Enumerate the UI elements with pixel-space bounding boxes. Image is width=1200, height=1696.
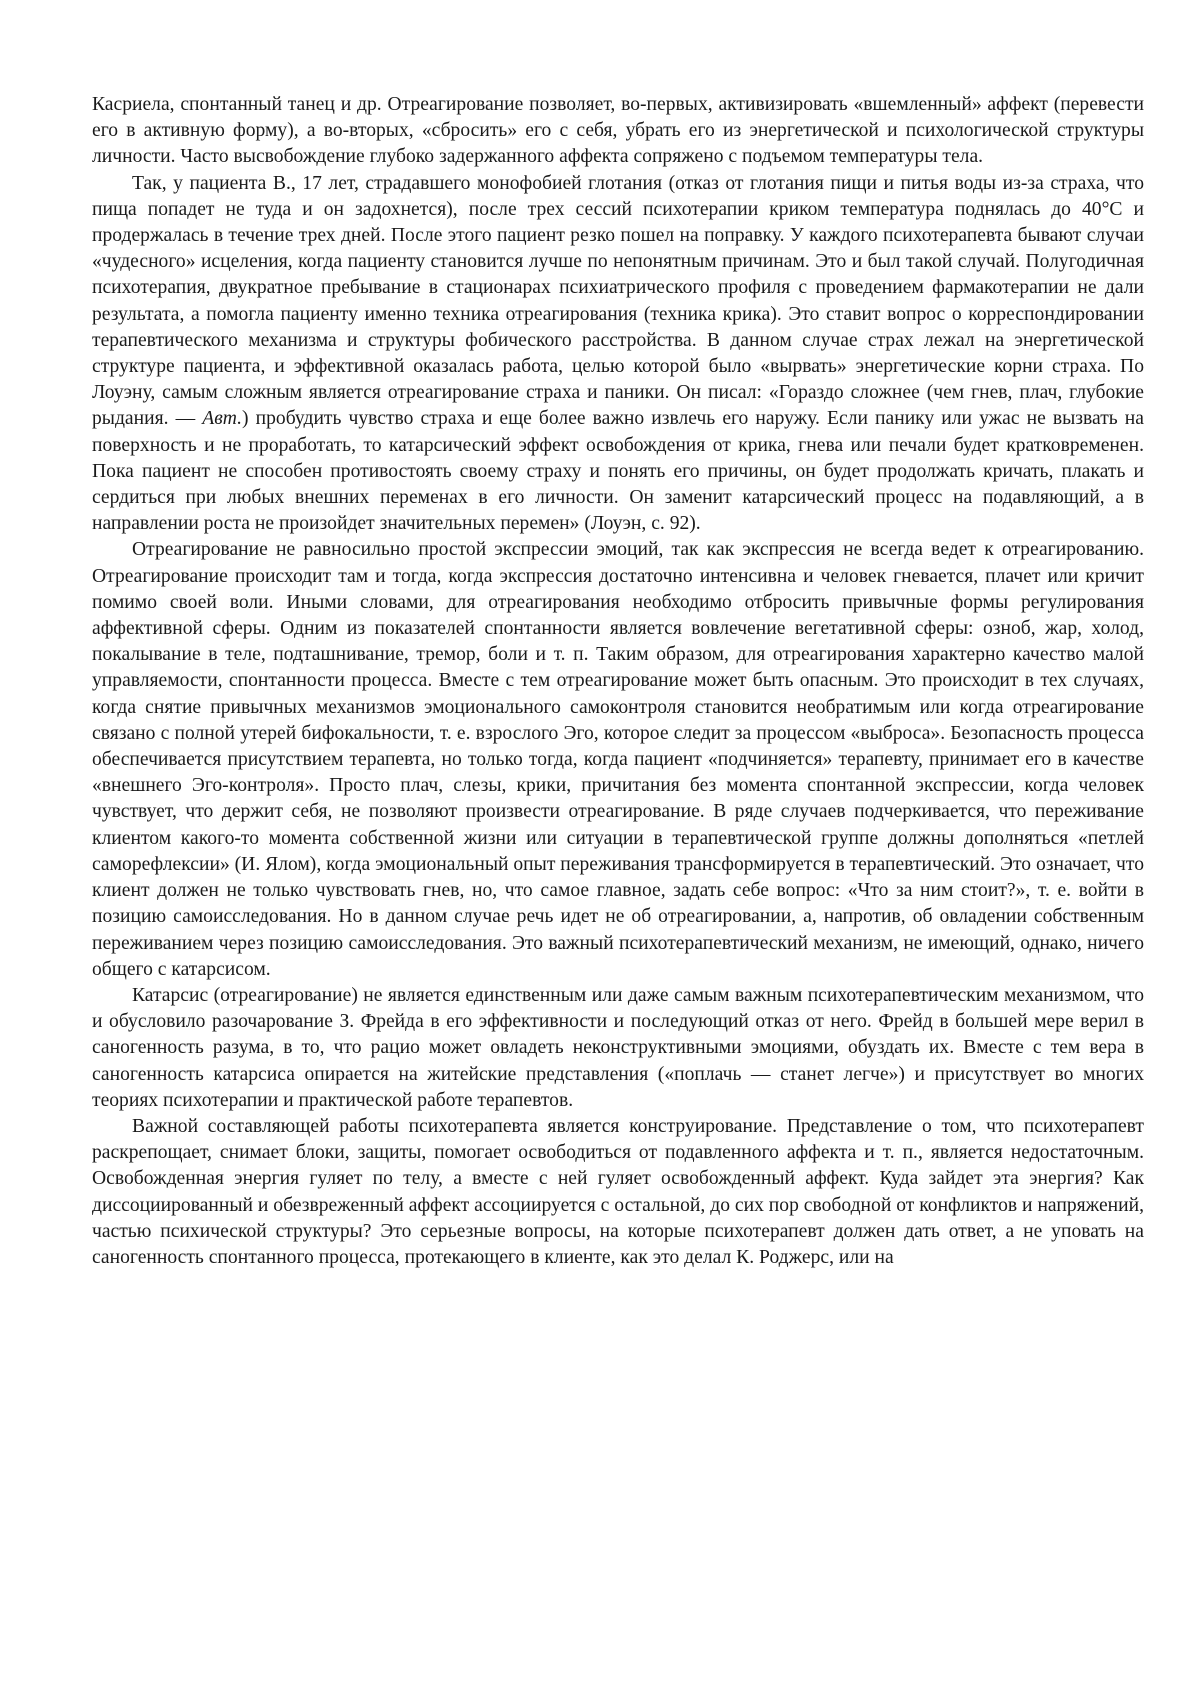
paragraph-1: Касриела, спонтанный танец и др. Отреагирование позволяет, во-первых, активизировать «вшемленный» аффект (перевести его в активную форму), а во-вторых, «сбросить» его с себя, убрать его из энергетической и психологической структуры личности. Часто высвобождение глубоко задержанного аффекта сопряжено с подъемом температуры тела.: [92, 92, 1144, 171]
paragraph-4: Катарсис (отреагирование) не является единственным или даже самым важным психотерапевтическим механизмом, что и обусловило разочарование З. Фрейда в его эффективности и последующий отказ от него. Фрейд в большей мере верил в саногенность разума, в то, что рацио может овладеть неконструктивными эмоциями, обуздать их. Вместе с тем вера в саногенность катарсиса опирается на житейские представления («поплачь — станет легче») и присутствует во многих теориях психотерапии и практической работе терапевтов.: [92, 983, 1144, 1114]
author-note-emphasis: Авт.: [202, 408, 242, 429]
paragraph-3: Отреагирование не равносильно простой экспрессии эмоций, так как экспрессия не всегда ведет к отреагированию. Отреагирование происходит там и тогда, когда экспрессия достаточно интенсивна и человек гневается, плачет или кричит помимо своей воли. Иными словами, для отреагирования необходимо отбросить привычные формы регулирования аффективной сферы. Одним из показателей спонтанности является вовлечение вегетативной сферы: озноб, жар, холод, покалывание в теле, подташнивание, тремор, боли и т. п. Таким образом, для отреагирования характерно качество малой управляемости, спонтанности процесса. Вместе с тем отреагирование может быть опасным. Это происходит в тех случаях, когда снятие привычных механизмов эмоционального самоконтроля становится необратимым или когда отреагирование связано с полной утерей бифокальности, т. е. взрослого Эго, которое следит за процессом «выброса». Безопасность процесса обеспечивается присутствием терапевта, но только тогда, когда пациент «подчиняется» терапевту, принимает его в качестве «внешнего Эго-контроля». Просто плач, слезы, крики, причитания без момента спонтанной экспрессии, когда человек чувствует, что держит себя, не позволяют произвести отреагирование. В ряде случаев подчеркивается, что переживание клиентом какого-то момента собственной жизни или ситуации в терапевтической группе должны дополняться «петлей саморефлексии» (И. Ялом), когда эмоциональный опыт переживания трансформируется в терапевтический. Это означает, что клиент должен не только чувствовать гнев, но, что самое главное, задать себе вопрос: «Что за ним стоит?», т. е. войти в позицию самоисследования. Но в данном случае речь идет не об отреагировании, а, напротив, об овладении собственным переживанием через позицию самоисследования. Это важный психотерапевтический механизм, не имеющий, однако, ничего общего с катарсисом.: [92, 537, 1144, 982]
paragraph-5: Важной составляющей работы психотерапевта является конструирование. Представление о том, что психотерапевт раскрепощает, снимает блоки, защиты, помогает освободиться от подавленного аффекта и т. п., является недостаточным. Освобожденная энергия гуляет по телу, а вместе с ней гуляет освобожденный аффект. Куда зайдет эта энергия? Как диссоциированный и обезвреженный аффект ассоциируется с остальной, до сих пор свободной от конфликтов и напряжений, частью психической структуры? Это серьезные вопросы, на которые психотерапевт должен дать ответ, а не уповать на саногенность спонтанного процесса, протекающего в клиенте, как это делал К. Роджерс, или на: [92, 1114, 1144, 1271]
paragraph-2-text-before: Так, у пациента В., 17 лет, страдавшего монофобией глотания (отказ от глотания пищи и питья воды из-за страха, что пища попадет не туда и он задохнется), после трех сессий психотерапии криком температура поднялась до 40°С и продержалась в течение трех дней. После этого пациент резко пошел на поправку. У каждого психотерапевта бывают случаи «чудесного» исцеления, когда пациенту становится лучше по непонятным причинам. Это и был такой случай. Полугодичная психотерапия, двукратное пребывание в стационарах психиатрического профиля с проведением фармакотерапии не дали результата, а помогла пациенту именно техника отреагирования (техника крика). Это ставит вопрос о корреспондировании терапевтического механизма и структуры фобического расстройства. В данном случае страх лежал на энергетической структуре пациента, и эффективной оказалась работа, целью которой было «вырвать» энергетические корни страха. По Лоуэну, самым сложным является отреагирование страха и паники. Он писал: «Гораздо сложнее (чем гнев, плач, глубокие рыдания. —: [92, 173, 1144, 430]
document-page: [92, 92, 1144, 1271]
paragraph-2: [92, 171, 1144, 538]
paragraph-2-text-after: ) пробудить чувство страха и еще более важно извлечь его наружу. Если панику или ужас не вызвать на поверхность и не проработать, то катарсический эффект освобождения от крика, гнева или печали будет кратковременен. Пока пациент не способен противостоять своему страху и понять его причины, он будет продолжать кричать, плакать и сердиться при любых внешних переменах в его личности. Он заменит катарсический процесс на подавляющий, а в направлении роста не произойдет значительных перемен» (Лоуэн, с. 92).: [92, 408, 1144, 534]
